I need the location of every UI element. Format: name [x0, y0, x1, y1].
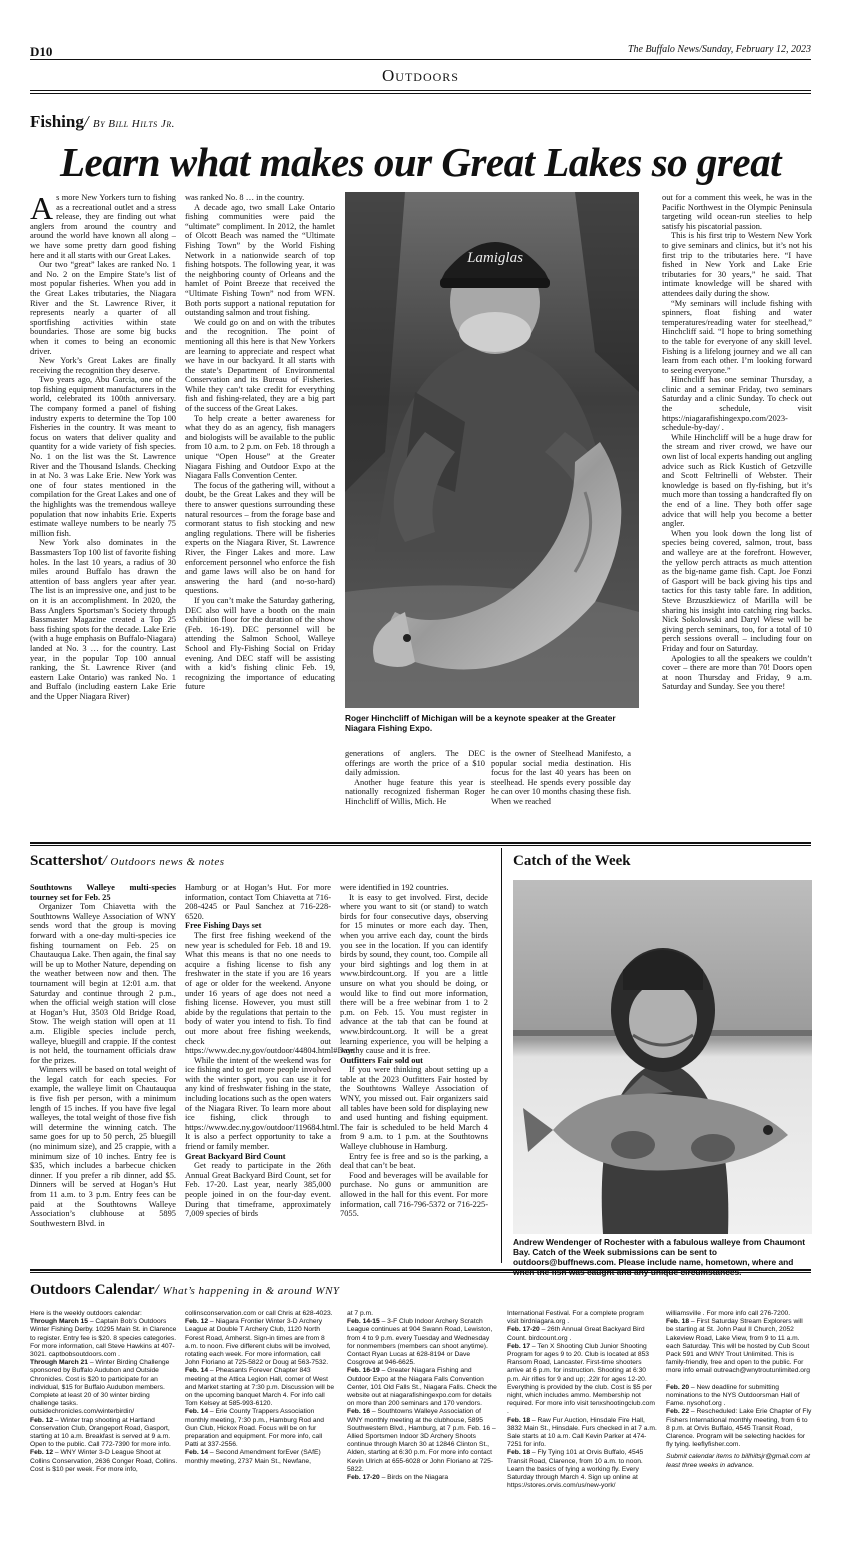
calendar-kicker-label: Outdoors Calendar: [30, 1282, 155, 1298]
calendar-text: – Winter Birding Challenge sponsored by Buffalo Audubon and Outside Chronicles. Cost is $20 to participate for an individual, $15 for Buffalo Audubon members. Complete at least 20 of 30 winter birding challenge tasks. outsidechronicles.com/winterbirdin/: [30, 1359, 170, 1416]
article-paragraph: We could go on and on with the tributes and the recognition. The point of mentioning all this here is that New Yorkers are learning to appreciate and respect what we have in our backyard. It all starts with the state’s Department of Environmental Conservation and its Bureau of Fisheries. While they can’t take credit for everything fish and fishing-related, they are a big part of the success of the Great Lakes.: [185, 317, 335, 414]
calendar-entry: [30, 1449, 178, 1474]
calendar-date: Feb. 16-19: [347, 1367, 380, 1375]
calendar-text: – Southtowns Walleye Association of WNY monthly meeting at the clubhouse, 5895 Southwestern Blvd., Hamburg, at 7 p.m. Feb. 16 – Allied Sportsmen Indoor 3D Archery Shoots continue through March 30 at 12846 Clinton St., Alden, starting at 6:30 p.m. For more info contact Kevin Ulrich at 655-6028 or John Floriano at 725-5822.: [347, 1408, 496, 1473]
calendar-text: – 3-F Club Indoor Archery Scratch League continues at 904 Swann Road, Lewiston, from 4 to 9 p.m. every Tuesday and Wednesday for nonmembers (members can shoot anytime). Contact Ryan Lucas at 628-8194 or Dave Cosgrove at 946-6625.: [347, 1318, 493, 1367]
calendar-text: – Greater Niagara Fishing and Outdoor Expo at the Niagara Falls Convention Center, 101 Old Falls St., Niagara Falls. Check the website out at niagarafishingexpo.com for details on more than 200 seminars and 170 vendors.: [347, 1367, 497, 1408]
calendar-date: Feb. 14: [185, 1367, 209, 1375]
calendar-date: Feb. 12: [30, 1416, 54, 1424]
item-paragraph: If you were thinking about setting up a table at the 2023 Outfitters Fair hosted by the Southtowns Walleye Association of WNY, you missed out. Fair organizers said all tables have been sold for displaying new and used hunting and fishing equipment. The fair is scheduled to be held March 4 from 9 a.m. to 1 p.m. at the Southtowns Walleye clubhouse in Hamburg.: [340, 1065, 488, 1152]
calendar-text: – Birds on the Niagara: [379, 1474, 449, 1482]
scattershot-kicker: [30, 853, 225, 870]
calendar-text: – Winter trap shooting at Hartland Conservation Club, Orangeport Road, Gasport, starting at 10 a.m. Breakfast is served at 9 a.m. Open to the public. Call 772-7390 for more info.: [30, 1416, 171, 1449]
article-paragraph: While Hinchcliff will be a huge draw for the stream and river crowd, we have our own list of local experts handing out angling advice such as Rick Kustich of Getzville and Scott Feltrinelli of Webster. Their knowledge is based on fly-fishing, but it’s much more than tossing a handcrafted fly on the end of a line. They both offer sage advice that will help you become a better angler.: [662, 432, 812, 529]
calendar-date: Through March 21: [30, 1359, 88, 1367]
band-rule-thin: [30, 1272, 811, 1273]
scattershot-column-2: [185, 883, 355, 1263]
article-paragraph: A decade ago, two small Lake Ontario fishing communities were paid the “ultimate” compliment. In 2012, the hamlet of Olcott Beach was named the “Ultimate Fishing Town” by the World Fishing Network in a nationwide search of top fishing hotspots. The following year, it was the neighboring county of Orleans and the hamlet of Point Breeze that received the “Ultimate Fishing Town” nod from WFN. Both ports support a national reputation for outstanding salmon and trout fishing.: [185, 202, 335, 318]
calendar-entry: [30, 1359, 178, 1416]
article-paragraph: New York also dominates in the Bassmasters Top 100 list of favorite fishing holes. In the last 10 years, a radius of 30 miles around Buffalo has drawn the attention of bass anglers year after year. The list is an impressive one, and just to be on it is an accomplishment. In 2020, the Bass Anglers Sportsman’s Society through Bassmaster Magazine created a Top 25 bass fishing spots for the decade. Lake Erie (with a huge emphasis on Buffalo-Niagara) landed at No. 3 … for the country. Last year, in the popular Top 100 annual ranking, the St. Lawrence River (and eastern Lake Ontario) was ranked No. 1 and Buffalo (including eastern Lake Erie and the Upper Niagara River): [30, 538, 176, 701]
calendar-text: – Captain Bob’s Outdoors Winter Fishing Derby. 10295 Main St. in Clarence to register. Entry fee is $20. 8 species categories. For more information, call Steve Hawkins at 407-3021. captbobsoutdoors.com .: [30, 1318, 177, 1359]
calendar-tagline: What’s happening in & around WNY: [162, 1285, 340, 1297]
calendar-entry: [507, 1449, 657, 1490]
calendar-text: – Ten X Shooting Club Junior Shooting Program for ages 9 to 20. Club is located at 853 Ransom Road, Lancaster. First-time shooters arrive at 6 p.m. for instruction. Shooting at 6:30 p.m. Air rifles for 9 and up; .22lr for ages 12-20. Everything is provided by the club. Cost is $5 per night, which includes ammo. Membership not required. For more info visit tenxshootingclub.com .: [507, 1342, 655, 1416]
calendar-entry: [347, 1408, 497, 1474]
article-paragraph: is the owner of Steelhead Manifesto, a popular social media destination. His focus for the last 40 years has been on steelhead. He spends every possible day he can over 10 months chasing these fish. When we reached: [491, 749, 631, 806]
item-paragraph: It is easy to get involved. First, decide where you want to sit (or stand) to watch birds for four consecutive days, observing for 15 minutes or more each day. Then, when you arrive each day, count the birds you see in the location. If you can identify birds by sound, they count, too. Compile all your bird sightings and log them in at www.birdcount.org. If you are a little unsure on what you should be doing, or would like to find out more information, there will be a free webinar from 1 to 2 p.m. on Feb. 15. You must register in advance at the tab that can be found at www.birdcount.org. It will be a great learning experience, you will be helping a worthy cause and it is free.: [340, 892, 488, 1056]
photo-caption: Roger Hinchcliff of Michigan will be a keynote speaker at the Greater Niagara Fishing Expo.: [345, 713, 616, 733]
calendar-submission-note: Submit calendar items to billhiltsjr@gmail.com at least three weeks in advance.: [666, 1453, 810, 1469]
section-rule-thin: [30, 93, 811, 94]
calendar-column-5: [666, 1310, 812, 1530]
calendar-text: International Festival. For a complete program visit birdniagara.org .: [507, 1310, 644, 1326]
cap-logo-text: Lamiglas: [467, 250, 523, 266]
calendar-entry: [347, 1310, 497, 1318]
calendar-column-3: [347, 1310, 497, 1520]
calendar-entry: [185, 1449, 335, 1465]
kicker-separator: /: [83, 112, 89, 131]
byline: By Bill Hilts Jr.: [92, 118, 175, 130]
item-paragraph: Organizer Tom Chiavetta with the Southtowns Walleye Association of WNY sends word that the group is moving forward with a one-day multi-species ice fishing tournament on Feb. 25 on Chautauqua Lake. Then again, the final say will be up to Mother Nature, depending on the weather between now and then. The tournament will begin at 12:01 a.m. that Saturday and continue through 2 p.m., when the official weigh station will close at Hogan’s Hut, 3503 Old Bridge Road, Stow. The weigh station will open at 11 a.m. Eligible species include perch, walleye, bluegill and crappie. If the contest is not held, the tournament officials draw for the prizes.: [30, 902, 176, 1065]
article-paragraph: Apologies to all the speakers we couldn’t cover – there are more than 70! Doors open at noon Thursday and Friday, 9 a.m. Saturday and Sunday. See you there!: [662, 653, 812, 692]
column-divider: [501, 848, 502, 1263]
article-column-3: [345, 749, 485, 809]
calendar-kicker: [30, 1282, 340, 1299]
calendar-date: Feb. 16: [347, 1408, 371, 1416]
calendar-entry: [666, 1384, 812, 1409]
calendar-entry: [666, 1318, 812, 1384]
band-rule: [30, 1269, 811, 1271]
article-paragraph: “My seminars will include fishing with spinners, float fishing and water temperatures/reading water for steelhead,” Hinchcliff said. “I hope to bring something to the table for everyone of any skill level. Fishing is a lifelong journey and we all can learn from each other. I’m looking forward to seeing everyone.”: [662, 298, 812, 375]
item-subhead: Great Backyard Bird Count: [185, 1151, 286, 1161]
calendar-text: at 7 p.m.: [347, 1310, 374, 1317]
calendar-date: Feb. 20: [666, 1383, 690, 1391]
angler-steelhead-photo: [345, 192, 639, 708]
band-rule-thin: [30, 845, 811, 846]
scattershot-column-3: [340, 883, 488, 1263]
calendar-entry: [185, 1408, 335, 1449]
calendar-entry: [347, 1367, 497, 1408]
article-column-2: [185, 193, 335, 805]
item-paragraph: Entry fee is free and so is the parking, a deal that can’t be beat.: [340, 1151, 488, 1171]
article-paragraph: Two years ago, Abu Garcia, one of the top fishing equipment manufacturers in the world, celebrated its 100th anniversary. The company formed a panel of fishing industry experts to determine the Top 100 Fisheries in the country. It was meant to focus on waters that deliver quality and quantity for a wide variety of fish species. No. 1 on the list was the St. Lawrence River and the Thousand Islands. Checking in at No. 3 was Lake Erie. New York was one of four states mentioned in the compilation for the Great Lakes and one of the highlights was the tremendous walleye population that now inhabits Erie. Experts estimate walleye numbers to be nearly 75 million fish.: [30, 375, 176, 538]
scattershot-kicker-label: Scattershot: [30, 853, 103, 869]
item-paragraph: Hamburg or at Hogan’s Hut. For more information, contact Tom Chiavetta at 716-208-4245 or Paul Sanchez at 716-228-6520.: [185, 883, 331, 921]
fishing-kicker: [30, 112, 175, 132]
calendar-date: Feb. 17: [507, 1342, 531, 1350]
calendar-text: – New deadline for submitting nominations to the NYS Outdoorsman Hall of Fame. nysohof.org .: [666, 1383, 800, 1408]
kicker-separator: /: [102, 853, 107, 869]
fishing-kicker-label: Fishing: [30, 112, 84, 131]
article-column-1: [30, 190, 176, 733]
calendar-date: Through March 15: [30, 1318, 88, 1326]
calendar-entry: [185, 1367, 335, 1408]
calendar-entry: [30, 1318, 178, 1359]
dateline: The Buffalo News/Sunday, February 12, 2023: [627, 44, 811, 55]
scattershot-column-1: [30, 883, 176, 1263]
article-column-4: [491, 749, 631, 809]
calendar-date: Feb. 17-20: [347, 1474, 380, 1482]
headline: Learn what makes our Great Lakes so great: [60, 139, 781, 185]
item-paragraph: Winners will be based on total weight of the legal catch for each species. For example, the walleye limit on Chautauqua is five fish per person, with a minimum length of 15 inches. If you have five legal walleyes, the total weight of those five fish will determine the winning catch. The same goes for up to 50 perch, 25 bluegill (no minimum size), and 25 crappie, with a minimum size of 10 inches. Entry fee is $35, which includes a barbecue chicken dinner. If you prefer a rib dinner, add $5. Dinners will be served at Hogan’s Hut from 11 a.m. to 3 p.m. Entry fees can be paid at the Southtowns Walleye Association’s clubhouse at 5895 Southwestern Blvd. in: [30, 1065, 176, 1228]
item-paragraph: While the intent of the weekend was for ice fishing and to get more people involved with the winter sport, you can use it for any kind of freshwater fishing in the state, including locations such as the open waters of the Niagara River. To learn more about ice fishing, click through to https://www.dec.ny.gov/outdoor/119684.html. It is also a perfect opportunity to take a friend or family member.: [185, 1055, 340, 1152]
calendar-column-4: [507, 1310, 657, 1520]
calendar-date: Feb. 12: [185, 1318, 209, 1326]
calendar-text: williamsville . For more info call 276-7200.: [666, 1310, 791, 1317]
item-paragraph: Food and beverages will be available for purchase. No guns or ammunition are allowed in the hall for this event. For more information, call 716-796-5372 or 716-225-7055.: [340, 1170, 488, 1219]
drop-cap: A: [30, 190, 54, 226]
item-paragraph: were identified in 192 countries.: [340, 883, 449, 892]
calendar-text: – First Saturday Stream Explorers will be starting at St. John Paul II Church, 2052 Lakeview Road, Lake View, from 9 to 11 a.m. each Saturday. This will be hosted by Cub Scout Pack 591 and WNY Trout Unlimited. This is family-friendly, free and open to the public. For more info email outreach@wnytroutunlimited.org .: [666, 1318, 810, 1383]
calendar-text: – Erie County Trappers Association monthly meeting, 7:30 p.m., Hamburg Rod and Gun Club, Hickox Road. Focus will be on fur preparation and equipment. For more info, call Patti at 337-2556.: [185, 1408, 325, 1449]
article-paragraph: This is his first trip to Western New York to give seminars and clinics, but it’s not his first trip to the tributaries here. “I have fished in New York and Lake Erie tributaries for 30 years,” he said. That intimate knowledge will be shared with attendees daily during the show.: [662, 231, 812, 298]
calendar-entry: [507, 1417, 657, 1450]
article-paragraph: Our two “great” lakes are ranked No. 1 and No. 2 on the Empire State’s list of most popular fisheries. When you add in the Great Lakes tributaries, the Niagara River and the St. Lawrence River, it represents nearly a quarter of all sportfishing activities within state boundaries. Those are some big bucks when it comes to being an economic driver.: [30, 260, 176, 356]
calendar-text: – Pheasants Forever Chapter 843 meeting at the Attica Legion Hall, corner of West and Market starting at 7:30 p.m. Discussion will be on the upcoming banquet March 4. For info call Tom Kelsey at 585-993-6120.: [185, 1367, 335, 1408]
calendar-entry: [347, 1318, 497, 1367]
scattershot-tagline: Outdoors news & notes: [110, 856, 225, 868]
calendar-date: Feb. 14: [185, 1408, 209, 1416]
calendar-date: Feb. 18: [666, 1318, 690, 1326]
photo-illustration: [345, 192, 639, 708]
calendar-entry: [666, 1310, 812, 1318]
article-paragraph: Another huge feature this year is nationally recognized fisherman Roger Hinchcliff of Willis, Mich. He: [345, 777, 485, 806]
item-subhead: Outfitters Fair sold out: [340, 1055, 423, 1065]
calendar-column-1: [30, 1310, 178, 1520]
article-paragraph: out for a comment this week, he was in the Pacific Northwest in the Olympic Peninsula targeting wild ocean-run steelies to help satisfy his piscatorial passion.: [662, 193, 812, 231]
item-subhead: Southtowns Walleye multi-species tourney set for Feb. 25: [30, 883, 176, 902]
article-paragraph: The focus of the gathering will, without a doubt, be the Great Lakes and they will be there to answer questions surrounding these natural resources – from the forage base and cormorant status to fish stocking and new angling regulations. There will be fisheries experts on the Niagara River, St. Lawrence River, the Finger Lakes and more. Law enforcement personnel who enforce the fish and game laws will also be on hand for answering the hard (and no-so-hard) questions.: [185, 480, 335, 596]
calendar-date: Feb. 14-15: [347, 1318, 380, 1326]
calendar-entry: [347, 1474, 497, 1482]
calendar-entry: [185, 1310, 335, 1318]
top-rule: [30, 59, 811, 60]
calendar-column-2: [185, 1310, 335, 1520]
calendar-entry: [30, 1310, 178, 1318]
item-paragraph: Get ready to participate in the 26th Annual Great Backyard Bird Count, set for Feb. 17-20. Last year, nearly 385,000 people joined in on the four-day event. During that timeframe, approximately 7,009 species of birds: [185, 1161, 331, 1219]
calendar-entry: [30, 1417, 178, 1450]
calendar-date: Feb. 18: [507, 1449, 531, 1457]
calendar-date: Feb. 18: [507, 1416, 531, 1424]
article-paragraph: s more New Yorkers turn to fishing as a recreational outlet and a stress release, they are finding out what anglers from around the country and around the world have known all along – we have some pretty darn good fishing here and it all starts with our Great Lakes.: [30, 193, 176, 260]
calendar-text: – Raw Fur Auction, Hinsdale Fire Hall, 3832 Main St., Hinsdale. Furs checked in at 7 a.m. Sale starts at 10 a.m. Call Kevin Parker at 474-7251 for info.: [507, 1416, 657, 1449]
calendar-date: Feb. 12: [30, 1449, 54, 1457]
article-paragraph: Hinchcliff has one seminar Thursday, a clinic and a seminar Friday, two seminars Saturday and a clinic Sunday. To check out the schedule, visit https://niagarafishingexpo.com/2023-schedule-by-day/ .: [662, 375, 812, 433]
article-paragraph: generations of anglers. The DEC offerings are worth the price of a $10 daily admission.: [345, 749, 485, 778]
calendar-text: – Rescheduled: Lake Erie Chapter of Fly Fishers International monthly meeting, from 6 to 8 p.m. at Orvis Buffalo, 4545 Transit Road, Clarence. Program will be selecting hackles for fly tying. leeflyfisher.com.: [666, 1408, 812, 1449]
calendar-text: – Second Amendment forEver (SAfE) monthly meeting, 2737 Main St., Newfane,: [185, 1449, 321, 1465]
calendar-entry: [507, 1310, 657, 1326]
calendar-date: Feb. 22: [666, 1408, 690, 1416]
calendar-text: Here is the weekly outdoors calendar:: [30, 1310, 142, 1317]
calendar-entry: [507, 1343, 657, 1417]
calendar-text: – WNY Winter 3-D League Shoot at Collins Conservation, 2636 Conger Road, Collins. Cost is $10 per week. For more info,: [30, 1449, 178, 1473]
calendar-entry: [185, 1318, 335, 1367]
kicker-separator: /: [154, 1282, 159, 1298]
calendar-text: – Niagara Frontier Winter 3-D Archery League at Double T Archery Club, 1120 North Forest Road, Amherst. Sign-in times are from 8 a.m. to noon. Five different clubs will be involved, rotating each week. For more information, call John Floriano at 725-5822 or Doug at 563-7532.: [185, 1318, 331, 1367]
calendar-entry: [507, 1326, 657, 1342]
article-paragraph: To help create a better awareness for what they do as an agency, fish managers and biologists will be available to the public from 10 a.m. to 2 p.m. on Feb. 18 through a unique “Open House” at the Greater Niagara Fishing and Outdoor Expo at the Niagara Falls Convention Center.: [185, 413, 335, 481]
item-subhead: Free Fishing Days set: [185, 921, 262, 931]
article-paragraph: When you look down the long list of species being covered, salmon, trout, bass and walleye are at the forefront. However, the yellow perch attracts as much attention as the big-name game fish. Capt. Joe Fonzi of Gasport will be back giving his tips and tactics for this tasty table fare. In addition, Steve Brzuszkiewicz of Marilla will be sharing his insight into catching ring backs. Nick Sokolowski and Daryl Wiese will be giving perch seminars, too, for a total of 10 perch sessions overall – including four on Friday and four on Saturday.: [662, 528, 812, 653]
section-title: Outdoors: [382, 66, 459, 85]
article-paragraph: If you can’t make the Saturday gathering, DEC also will have a booth on the main exhibition floor for the duration of the show (Feb. 16-19). DEC personnel will be attending the Salmon School, Walleye School and Fly-Fishing Social on Friday evening. And DEC staff will be assisting with a kid’s fishing clinic Feb. 19, recognizing the importance of educating future: [185, 595, 335, 692]
calendar-text: – Fly Tying 101 at Orvis Buffalo, 4545 Transit Road, Clarence, from 10 a.m. to noon. Learn the basics of tying a working fly. Every Saturday through March 4. Sign up online at https://stores.orvis.com/us/new-york/: [507, 1449, 644, 1490]
calendar-text: – 26th Annual Great Backyard Bird Count. birdcount.org .: [507, 1326, 645, 1342]
catch-caption: Andrew Wendenger of Rochester with a fabulous walleye from Chaumont Bay. Catch of the Week submissions can be sent to outdoors@buffnews.com. Please include name, hometown, where and when the fish was caught and any unique circumstances.: [513, 1237, 806, 1277]
section-rule: [30, 90, 811, 91]
walleye-catch-photo: [513, 880, 812, 1234]
calendar-entry: [666, 1408, 812, 1449]
catch-of-week-kicker: Catch of the Week: [513, 853, 631, 869]
calendar-date: Feb. 17-20: [507, 1326, 540, 1334]
page-folio: D10: [30, 44, 53, 59]
photo-illustration: [513, 880, 812, 1234]
article-paragraph: was ranked No. 8 … in the country.: [185, 193, 305, 202]
article-paragraph: New York’s Great Lakes are finally receiving the recognition they deserve.: [30, 356, 176, 375]
calendar-text: collinsconservation.com or call Chris at 628-4023.: [185, 1310, 333, 1317]
calendar-date: Feb. 14: [185, 1449, 209, 1457]
item-paragraph: The first free fishing weekend of the new year is scheduled for Feb. 18 and 19. What this means is that no one needs to acquire a fishing license to fish any freshwater in the state if you are 16 years of age or older for the weekend. Anyone under 16 years of age does not need a fishing license. However, you must still abide by the regulations that pertain to the body of water you intend to fish. To find out more about free fishing weekends, check out https://www.dec.ny.gov/outdoor/44804.html#Days: [185, 930, 355, 1056]
band-rule: [30, 842, 811, 844]
article-column-5: [662, 193, 812, 833]
